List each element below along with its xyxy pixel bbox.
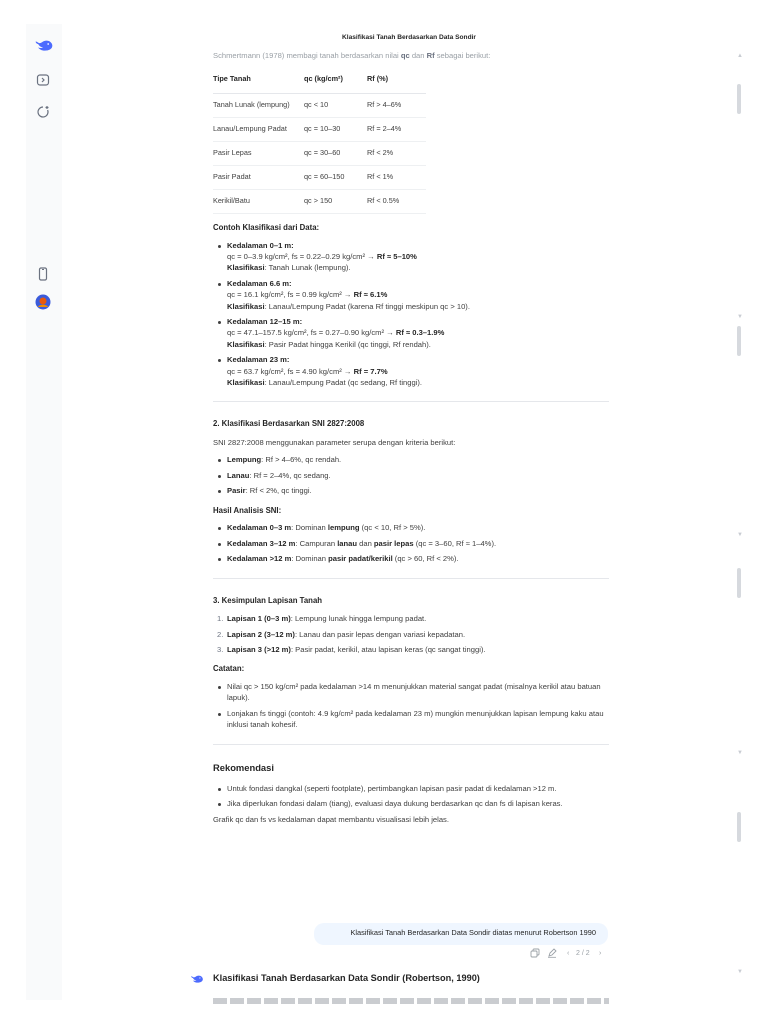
scroll-down-arrow-icon: ▼ (737, 750, 743, 756)
results-list (213, 522, 609, 564)
table-cell: Rf < 1% (367, 166, 426, 190)
table-cell: Rf > 4–6% (367, 94, 426, 118)
divider (213, 578, 609, 579)
section-heading: 3. Kesimpulan Lapisan Tanah (213, 595, 323, 605)
list-item: Lanau: Rf = 2–4%, qc sedang. (227, 470, 609, 481)
soil-classification-table (213, 69, 426, 214)
section-heading: 2. Klasifikasi Berdasarkan SNI 2827:2008 (213, 419, 365, 429)
new-chat-icon[interactable] (35, 104, 51, 120)
table-cell: Rf = 2–4% (367, 118, 426, 142)
section-heading: Rekomendasi (213, 761, 274, 773)
recommendation-list (213, 783, 609, 810)
list-item: Nilai qc > 150 kg/cm² pada kedalaman >14 m menunjukkan material sangat padat (misalnya kerikil atau batuan lapuk). (227, 681, 609, 704)
response-pager-label: 2 / 2 (576, 950, 590, 957)
message-actions (530, 949, 610, 961)
scrollbar-thumb[interactable] (737, 568, 741, 598)
table-cell: Kerikil/Batu (213, 190, 304, 214)
table-row (213, 118, 426, 142)
table-header: qc (kg/cm²) (304, 69, 367, 93)
divider (213, 401, 609, 402)
list-item: Kedalaman 23 m: qc = 63.7 kg/cm², fs = 4.90 kg/cm² → Rf = 7.7% Klasifikasi: Lanau/Lempung Padat (qc sedang, Rf tinggi). (227, 354, 609, 388)
table-cell: Lanau/Lempung Padat (213, 118, 304, 142)
scroll-up-arrow-icon: ▲ (737, 53, 743, 59)
examples-list (213, 240, 609, 389)
examples-heading: Contoh Klasifikasi dari Data: (213, 223, 320, 233)
table-row (213, 166, 426, 190)
next-response-button[interactable]: › (599, 950, 602, 957)
scrollbar-thumb[interactable] (737, 84, 741, 114)
list-item: Jika diperlukan fondasi dalam (tiang), evaluasi daya dukung berdasarkan qc dan fs di lapisan keras. (227, 798, 609, 809)
user-avatar[interactable] (35, 294, 51, 310)
copy-icon[interactable] (530, 948, 540, 958)
user-message-bubble: Klasifikasi Tanah Berdasarkan Data Sondir diatas menurut Robertson 1990 (314, 923, 608, 945)
table-cell: Pasir Padat (213, 166, 304, 190)
edit-icon[interactable] (547, 948, 557, 958)
paragraph: SNI 2827:2008 menggunakan parameter serupa dengan kriteria berikut: (213, 438, 456, 448)
assistant-message (213, 50, 609, 831)
table-cell: Rf < 0.5% (367, 190, 426, 214)
criteria-list (213, 454, 609, 496)
scroll-down-arrow-icon: ▼ (737, 532, 743, 538)
truncated-text (213, 998, 609, 1004)
table-cell: qc = 60–150 (304, 166, 367, 190)
sidebar-toggle-icon[interactable] (35, 72, 51, 88)
list-item: Kedalaman 0–1 m: qc = 0–3.9 kg/cm², fs = 0.22–0.29 kg/cm² → Rf ≈ 5–10% Klasifikasi: Tanah Lunak (lempung). (227, 240, 609, 274)
scroll-down-arrow-icon: ▼ (737, 969, 743, 975)
table-row (213, 94, 426, 118)
mobile-app-icon[interactable] (35, 266, 51, 282)
scrollbar-thumb[interactable] (737, 326, 741, 356)
table-cell: Rf < 2% (367, 142, 426, 166)
list-item: Kedalaman 12–15 m: qc = 47.1–157.5 kg/cm², fs = 0.27–0.90 kg/cm² → Rf ≈ 0.3–1.9% Klasifikasi: Pasir Padat hingga Kerikil (qc tinggi, Rf rendah). (227, 316, 609, 350)
list-item: Kedalaman 6.6 m: qc = 16.1 kg/cm², fs = 0.99 kg/cm² → Rf ≈ 6.1% Klasifikasi: Lanau/Lempung Padat (karena Rf tinggi meskipun qc > 10). (227, 278, 609, 312)
table-cell: Pasir Lepas (213, 142, 304, 166)
sub-heading: Hasil Analisis SNI: (213, 505, 282, 515)
list-item: Lonjakan fs tinggi (contoh: 4.9 kg/cm² pada kedalaman 23 m) mungkin menunjukkan lapisan lempung kaku atau inklusi tanah kohesif. (227, 708, 609, 731)
prev-response-button[interactable]: ‹ (567, 950, 570, 957)
table-header: Rf (%) (367, 69, 426, 93)
list-item: Lempung: Rf > 4–6%, qc rendah. (227, 454, 609, 465)
list-item: Kedalaman >12 m: Dominan pasir padat/kerikil (qc > 60, Rf < 2%). (227, 553, 609, 564)
table-row (213, 190, 426, 214)
list-item: Untuk fondasi dangkal (seperti footplate), pertimbangkan lapisan pasir padat di kedalaman >12 m. (227, 783, 609, 794)
divider (213, 744, 609, 745)
table-cell: qc < 10 (304, 94, 367, 118)
list-item: 2. Lapisan 2 (3–12 m): Lanau dan pasir lepas dengan variasi kepadatan. (217, 629, 466, 639)
table-header-row (213, 69, 426, 93)
list-item: Kedalaman 3–12 m: Campuran lanau dan pasir lepas (qc = 3–60, Rf ≈ 1–4%). (227, 538, 609, 549)
left-sidebar (26, 24, 62, 1000)
list-item: Kedalaman 0–3 m: Dominan lempung (qc < 10, Rf > 5%). (227, 522, 609, 533)
table-cell: qc = 10–30 (304, 118, 367, 142)
scroll-down-arrow-icon: ▼ (737, 314, 743, 320)
table-row (213, 142, 426, 166)
scrollbar-thumb[interactable] (737, 812, 741, 842)
paragraph: Grafik qc dan fs vs kedalaman dapat membantu visualisasi lebih jelas. (213, 814, 449, 824)
sub-heading: Catatan: (213, 664, 245, 674)
whale-logo-icon (190, 972, 204, 986)
list-item: 3. Lapisan 3 (>12 m): Pasir padat, kerikil, atau lapisan keras (qc sangat tinggi). (217, 644, 486, 654)
table-cell: Tanah Lunak (lempung) (213, 94, 304, 118)
table-header: Tipe Tanah (213, 69, 304, 93)
reply-title: Klasifikasi Tanah Berdasarkan Data Sondir (Robertson, 1990) (213, 973, 480, 983)
list-item: 1. Lapisan 1 (0–3 m): Lempung lunak hingga lempung padat. (217, 614, 427, 624)
intro-text: Schmertmann (1978) membagi tanah berdasarkan nilai qc dan Rf sebagai berikut: (213, 51, 491, 60)
list-item: Pasir: Rf < 2%, qc tinggi. (227, 485, 609, 496)
layers-list (213, 613, 609, 655)
table-cell: qc > 150 (304, 190, 367, 214)
notes-list (213, 681, 609, 731)
table-cell: qc = 30–60 (304, 142, 367, 166)
page-title: Klasifikasi Tanah Berdasarkan Data Sondir (342, 34, 476, 41)
